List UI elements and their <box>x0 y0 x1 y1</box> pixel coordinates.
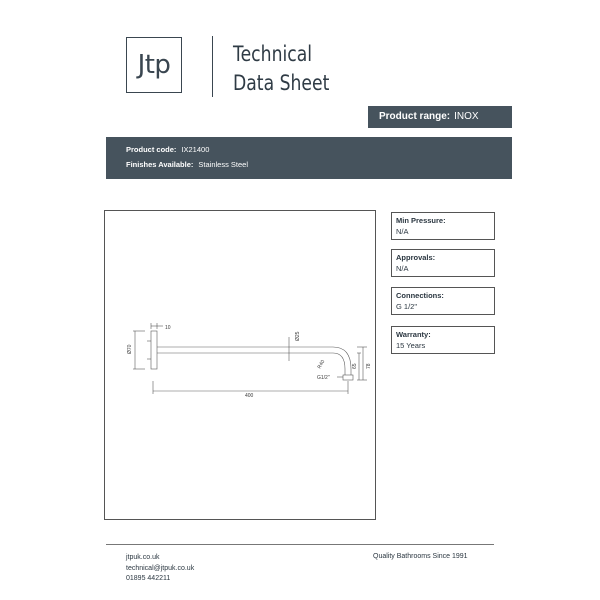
title-line-1: Technical <box>233 42 313 66</box>
spec-label: Connections: <box>396 291 444 300</box>
spec-label: Min Pressure: <box>396 216 446 225</box>
spec-label: Warranty: <box>396 330 431 339</box>
header-divider <box>212 36 213 97</box>
footer-email-link[interactable]: technical@jtpuk.co.uk <box>126 564 195 572</box>
spec-approvals <box>391 249 495 277</box>
footer-phone: 01895 442211 <box>126 575 171 582</box>
dim-label-g12: G1/2" <box>317 375 330 381</box>
technical-drawing-frame <box>104 210 376 520</box>
spec-min-pressure <box>391 212 495 240</box>
footer-website-link[interactable]: jtpuk.co.uk <box>126 554 160 561</box>
dim-label-400: 400 <box>245 393 254 399</box>
product-range-value: INOX <box>454 111 479 122</box>
footer-contact <box>126 553 194 585</box>
spec-connections <box>391 287 495 315</box>
footer-tagline: Quality Bathrooms Since 1991 <box>373 553 468 560</box>
dim-label-10: 10 <box>165 325 171 331</box>
spec-label: Approvals: <box>396 253 436 262</box>
dim-label-o70: Ø70 <box>127 344 133 354</box>
product-code-value: IX21400 <box>181 145 210 154</box>
product-code-row <box>126 142 512 157</box>
spec-value: N/A <box>396 264 409 273</box>
dim-label-78: 78 <box>366 363 372 369</box>
spec-value: N/A <box>396 227 409 236</box>
spec-value: 15 Years <box>396 341 426 350</box>
product-info-bar <box>106 137 512 179</box>
title-line-2: Data Sheet <box>233 71 330 95</box>
dim-label-r40: R40 <box>316 359 327 370</box>
outlet-connector <box>343 375 353 380</box>
finishes-label: Finishes Available: <box>126 160 194 169</box>
product-code-label: Product code: <box>126 145 177 154</box>
spec-value: G 1/2" <box>396 302 418 311</box>
product-range-label: Product range: <box>379 111 451 122</box>
finishes-value: Stainless Steel <box>198 160 249 169</box>
finishes-row <box>126 157 512 172</box>
footer-divider <box>106 544 494 545</box>
dim-label-65: 65 <box>352 363 358 369</box>
spec-warranty <box>391 326 495 354</box>
product-range-bar <box>368 106 512 128</box>
shower-arm-drawing <box>105 211 375 519</box>
dim-label-o25: Ø25 <box>295 331 301 341</box>
document-title <box>233 40 329 98</box>
wall-flange <box>151 331 157 369</box>
logo-text: Jtp <box>137 50 171 80</box>
brand-logo <box>126 37 182 93</box>
